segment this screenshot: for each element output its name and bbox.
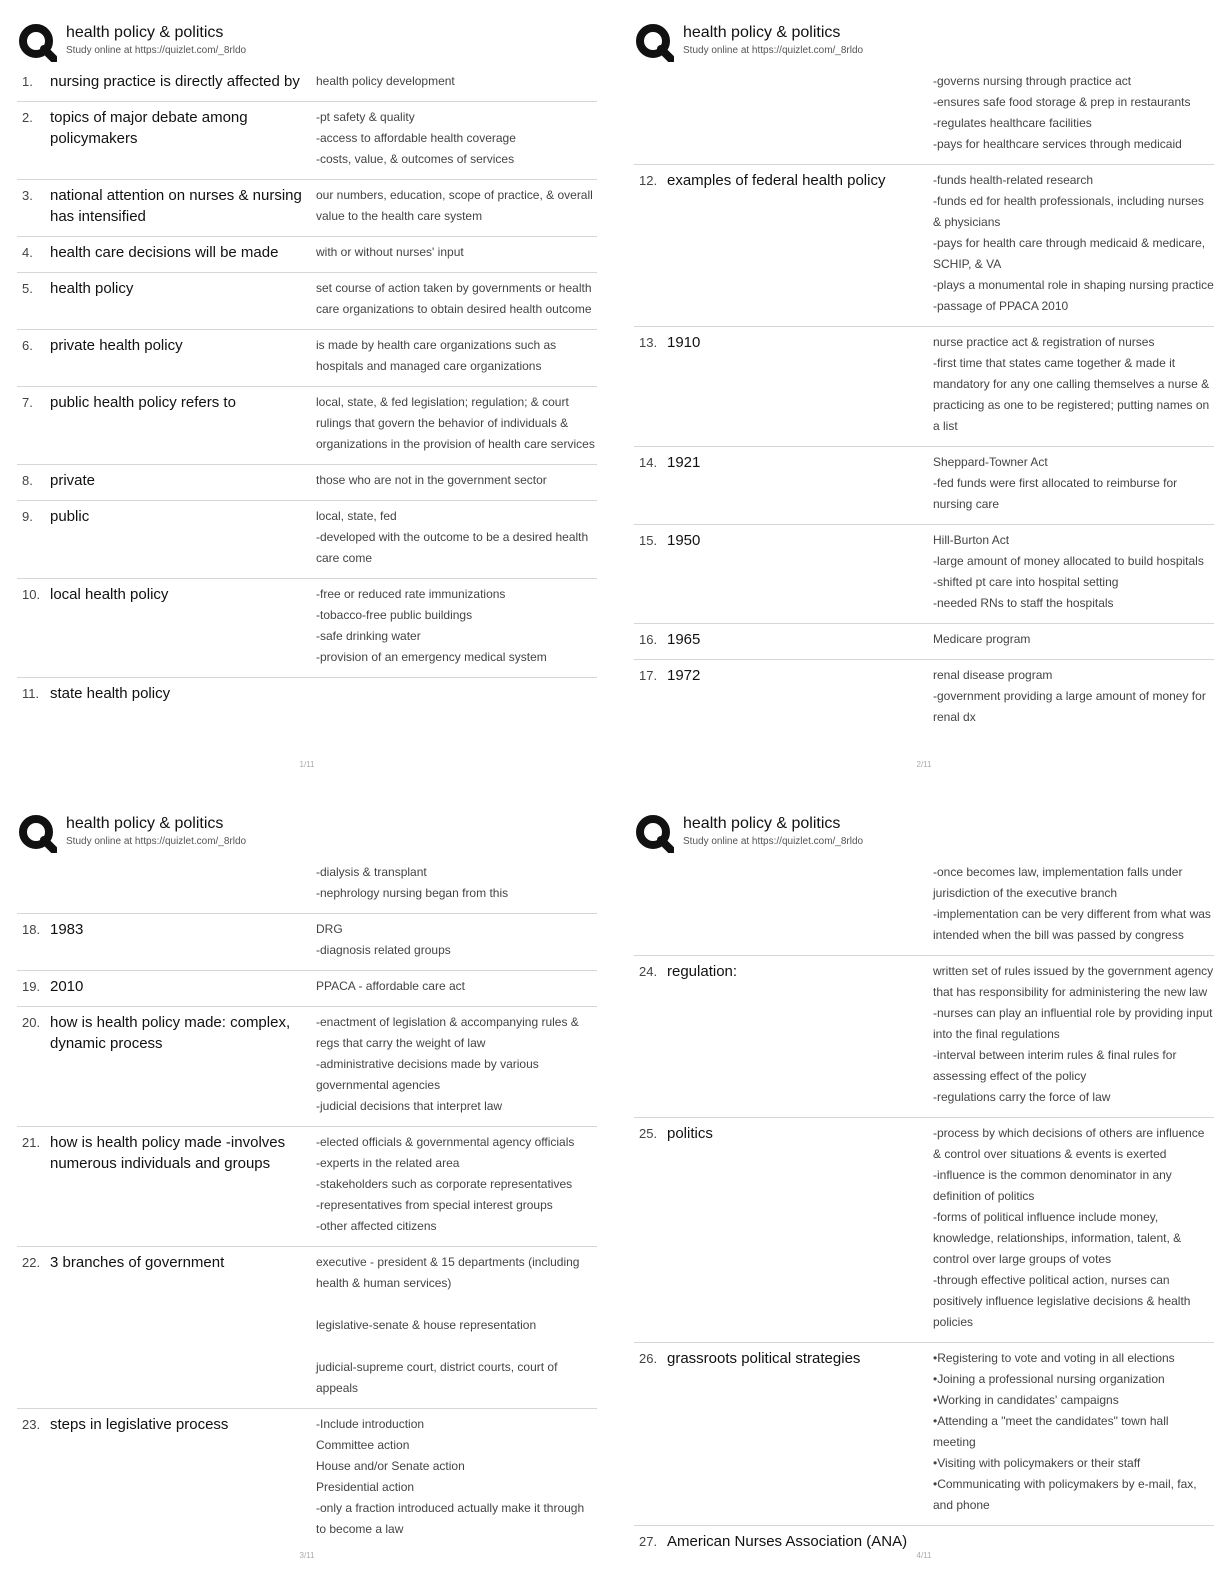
card-definition: health policy development xyxy=(316,74,455,88)
flashcard-row xyxy=(634,1343,1214,1526)
card-definition: executive - president & 15 departments (including health & human services) legislative-senate & house representation judicial-supreme court, district courts, court of appeals xyxy=(316,1255,580,1395)
card-number: 26. xyxy=(639,1351,658,1366)
card-continuation xyxy=(634,66,1214,165)
card-definition: Hill-Burton Act -large amount of money allocated to build hospitals -shifted pt care into hospital setting -needed RNs to staff the hospitals xyxy=(933,533,1204,610)
quizlet-logo-icon xyxy=(634,22,674,62)
card-definition: -pt safety & quality -access to affordable health coverage -costs, value, & outcomes of services xyxy=(316,110,516,166)
card-definition xyxy=(933,1531,1214,1552)
card-number: 12. xyxy=(639,173,658,188)
flashcard-row xyxy=(17,678,597,713)
card-term: grassroots political strategies xyxy=(667,1350,861,1367)
card-number: 17. xyxy=(639,668,658,683)
flashcard-row xyxy=(17,1127,597,1247)
card-term: 1983 xyxy=(50,921,84,938)
card-term: public xyxy=(50,508,90,525)
card-number: 5. xyxy=(22,281,33,296)
flashcard-row xyxy=(634,956,1214,1118)
card-term: American Nurses Association (ANA) xyxy=(667,1533,908,1550)
card-definition: -process by which decisions of others are influence & control over situations & events is exerted -influence is the common denominator in any definition of politics -forms of political influence include money, knowledge, relationships, information, talent, & control over large groups of votes -through effective political action, nurses can positively influence legislative decisions & health policies xyxy=(933,1126,1205,1329)
flashcard-row xyxy=(17,1247,597,1409)
flashcard-row xyxy=(17,914,597,971)
card-definition: renal disease program -government providing a large amount of money for renal dx xyxy=(933,668,1206,724)
card-definition: -Include introduction Committee action House and/or Senate action Presidential action -only a fraction introduced actually make it through to become a law xyxy=(316,1417,585,1536)
card-term: topics of major debate among policymakers xyxy=(50,109,248,147)
card-list xyxy=(634,66,1214,737)
card-number: 4. xyxy=(22,245,33,260)
card-definition: -dialysis & transplant -nephrology nursing began from this xyxy=(316,865,509,900)
card-term: 1965 xyxy=(667,631,701,648)
card-number: 16. xyxy=(639,632,658,647)
card-term: health policy xyxy=(50,280,134,297)
card-term: private xyxy=(50,472,96,489)
page-number: 1/11 xyxy=(299,760,315,769)
page-number: 3/11 xyxy=(299,1551,315,1560)
card-definition: -elected officials & governmental agency officials -experts in the related area -stakeholders such as corporate representatives -representatives from special interest groups -other affected citizens xyxy=(316,1135,575,1233)
card-term: 2010 xyxy=(50,978,84,995)
flashcard-row xyxy=(17,66,597,102)
flashcard-row xyxy=(17,1409,597,1549)
set-title: health policy & politics xyxy=(66,24,224,41)
card-term: local health policy xyxy=(50,586,169,603)
card-definition: our numbers, education, scope of practice, & overall value to the health care system xyxy=(316,188,593,223)
card-list xyxy=(634,857,1214,1561)
card-continuation xyxy=(17,857,597,914)
flashcard-row xyxy=(634,525,1214,624)
card-term: how is health policy made: complex, dynamic process xyxy=(50,1014,291,1052)
card-number: 24. xyxy=(639,964,658,979)
card-term: politics xyxy=(667,1125,713,1142)
card-number: 27. xyxy=(639,1534,658,1549)
card-definition: Sheppard-Towner Act -fed funds were first allocated to reimburse for nursing care xyxy=(933,455,1178,511)
card-number: 1. xyxy=(22,74,33,89)
flashcard-row xyxy=(634,447,1214,525)
card-number: 14. xyxy=(639,455,658,470)
card-number: 6. xyxy=(22,338,33,353)
card-number: 7. xyxy=(22,395,33,410)
card-number: 3. xyxy=(22,188,33,203)
card-term: health care decisions will be made xyxy=(50,244,279,261)
card-definition: -funds health-related research -funds ed for health professionals, including nurses & physicians -pays for health care through medicaid & medicare, SCHIP, & VA -plays a monumental role in shaping nursing practice -passage of PPACA 2010 xyxy=(933,173,1214,313)
flashcard-row xyxy=(17,501,597,579)
card-number: 9. xyxy=(22,509,33,524)
card-number: 2. xyxy=(22,110,33,125)
card-number: 13. xyxy=(639,335,658,350)
card-term: 1910 xyxy=(667,334,701,351)
set-title: health policy & politics xyxy=(683,24,841,41)
card-term: regulation: xyxy=(667,963,738,980)
flashcard-row xyxy=(17,971,597,1007)
flashcard-row xyxy=(634,624,1214,660)
card-number: 10. xyxy=(22,587,41,602)
card-definition: -free or reduced rate immunizations -tobacco-free public buildings -safe drinking water -provision of an emergency medical system xyxy=(316,587,547,664)
card-number: 23. xyxy=(22,1417,41,1432)
card-number: 15. xyxy=(639,533,658,548)
card-term: nursing practice is directly affected by xyxy=(50,73,300,90)
page-header xyxy=(17,18,597,66)
page-header xyxy=(634,18,1214,66)
page-header xyxy=(17,809,597,857)
card-number: 8. xyxy=(22,473,33,488)
card-definition: local, state, & fed legislation; regulation; & court rulings that govern the behavior of individuals & organizations in the provision of health care services xyxy=(316,395,595,451)
study-online-link[interactable]: Study online at https://quizlet.com/_8rldo xyxy=(683,836,864,847)
card-definition: •Registering to vote and voting in all elections •Joining a professional nursing organization •Working in candidates' campaigns •Attending a "meet the candidates" town hall meeting •Visiting with policymakers or their staff •Communicating with policymakers by e-mail, fax, and phone xyxy=(933,1351,1197,1512)
flashcard-page-2 xyxy=(634,18,1214,783)
page-number: 2/11 xyxy=(916,760,932,769)
flashcard-page-1 xyxy=(17,18,597,783)
card-definition: -enactment of legislation & accompanying rules & regs that carry the weight of law -administrative decisions made by various governmental agencies -judicial decisions that interpret law xyxy=(316,1015,579,1113)
card-number: 19. xyxy=(22,979,41,994)
flashcard-row xyxy=(17,579,597,678)
flashcard-row xyxy=(17,102,597,180)
flashcard-row xyxy=(17,387,597,465)
flashcard-row xyxy=(634,165,1214,327)
card-definition: nurse practice act & registration of nurses -first time that states came together & made it mandatory for any one calling themselves a nurse & practicing as one to be registered; putting names on a list xyxy=(933,335,1210,433)
card-number: 20. xyxy=(22,1015,41,1030)
card-term: private health policy xyxy=(50,337,183,354)
flashcard-row xyxy=(17,273,597,330)
card-definition: set course of action taken by governments or health care organizations to obtain desired health outcome xyxy=(316,281,592,316)
card-definition: -governs nursing through practice act -ensures safe food storage & prep in restaurants -regulates healthcare facilities -pays for healthcare services through medicaid xyxy=(933,74,1191,151)
flashcard-row xyxy=(634,327,1214,447)
set-title: health policy & politics xyxy=(66,815,224,832)
card-number: 22. xyxy=(22,1255,41,1270)
card-list xyxy=(17,66,597,713)
flashcard-page-3 xyxy=(17,809,597,1574)
card-continuation xyxy=(634,857,1214,956)
flashcard-row xyxy=(17,237,597,273)
set-title: health policy & politics xyxy=(683,815,841,832)
study-online-link[interactable]: Study online at https://quizlet.com/_8rldo xyxy=(66,836,247,847)
quizlet-logo-icon xyxy=(634,813,674,853)
flashcard-row xyxy=(17,465,597,501)
flashcard-row xyxy=(634,660,1214,737)
card-term: 1950 xyxy=(667,532,701,549)
card-term: how is health policy made -involves numerous individuals and groups xyxy=(50,1134,286,1172)
card-definition: local, state, fed -developed with the outcome to be a desired health care come xyxy=(316,509,589,565)
card-definition: is made by health care organizations such as hospitals and managed care organizations xyxy=(316,338,557,373)
card-number: 11. xyxy=(22,686,40,701)
quizlet-logo-icon xyxy=(17,22,57,62)
card-definition: written set of rules issued by the government agency that has responsibility for administering the new law -nurses can play an influential role by providing input into the final regulations -interval between interim rules & final rules for assessing effect of the policy -regulations carry the force of law xyxy=(933,964,1214,1104)
card-term: national attention on nurses & nursing has intensified xyxy=(50,187,302,225)
card-list xyxy=(17,857,597,1549)
card-definition: Medicare program xyxy=(933,632,1031,646)
card-term: steps in legislative process xyxy=(50,1416,229,1433)
quizlet-logo-icon xyxy=(17,813,57,853)
card-definition: with or without nurses' input xyxy=(316,245,464,259)
card-term: 1921 xyxy=(667,454,701,471)
flashcard-row xyxy=(17,1007,597,1127)
card-definition: those who are not in the government sector xyxy=(316,473,547,487)
flashcard-row xyxy=(17,330,597,387)
card-term: public health policy refers to xyxy=(50,394,236,411)
card-definition xyxy=(316,683,597,704)
study-online-link[interactable]: Study online at https://quizlet.com/_8rldo xyxy=(683,45,864,56)
page-number: 4/11 xyxy=(916,1551,932,1560)
card-term: 3 branches of government xyxy=(50,1254,225,1271)
page-header xyxy=(634,809,1214,857)
card-definition: PPACA - affordable care act xyxy=(316,979,465,993)
card-term: examples of federal health policy xyxy=(667,172,886,189)
flashcard-row xyxy=(634,1118,1214,1343)
study-online-link[interactable]: Study online at https://quizlet.com/_8rldo xyxy=(66,45,247,56)
card-term: state health policy xyxy=(50,685,171,702)
card-number: 21. xyxy=(22,1135,41,1150)
flashcard-page-4 xyxy=(634,809,1214,1574)
card-definition: DRG -diagnosis related groups xyxy=(316,922,451,957)
card-term: 1972 xyxy=(667,667,701,684)
card-definition: -once becomes law, implementation falls under jurisdiction of the executive branch -implementation can be very different from what was intended when the bill was passed by congress xyxy=(933,865,1211,942)
flashcard-row xyxy=(17,180,597,237)
card-number: 18. xyxy=(22,922,41,937)
card-number: 25. xyxy=(639,1126,658,1141)
